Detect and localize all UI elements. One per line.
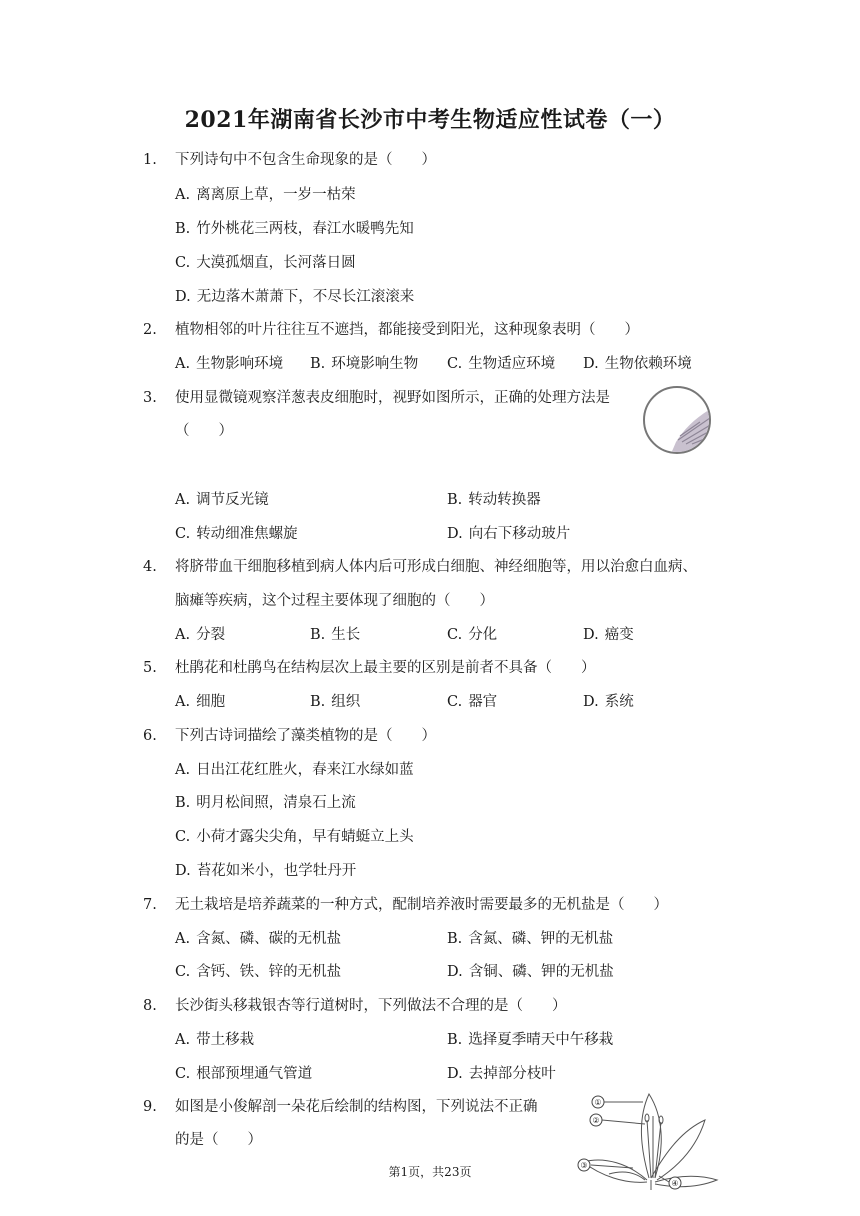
option-c: C. 分化	[447, 627, 498, 643]
question-number: 7.	[143, 897, 157, 913]
option-d: D. 去掉部分枝叶	[447, 1066, 556, 1082]
question-stem: 长沙街头移栽银杏等行道树时，下列做法不合理的是（ ）	[175, 998, 567, 1014]
option-b: B. 含氮、磷、钾的无机盐	[447, 931, 614, 947]
question-stem-continued: （ ）	[175, 423, 233, 439]
option-c: C. 小荷才露尖尖角，早有蜻蜓立上头	[175, 829, 414, 845]
option-a: A. 含氮、磷、碳的无机盐	[175, 931, 342, 947]
page-title: 2021年湖南省长沙市中考生物适应性试卷（一）	[184, 107, 676, 133]
option-a: A. 带土移栽	[175, 1032, 255, 1048]
figure-label-1: ①	[594, 1098, 602, 1107]
option-a: A. 分裂	[175, 627, 226, 643]
option-c: C. 根部预埋通气管道	[175, 1066, 313, 1082]
question-number: 3.	[143, 390, 157, 406]
option-c: C. 转动细准焦螺旋	[175, 526, 298, 542]
page-footer: 第1页，共23页	[388, 1165, 472, 1179]
option-d: D. 癌变	[583, 627, 634, 643]
question-number: 8.	[143, 998, 157, 1014]
option-a: A. 离离原上草，一岁一枯荣	[175, 187, 356, 203]
question-number: 1.	[143, 152, 157, 168]
option-a: A. 细胞	[175, 694, 226, 710]
question-number: 5.	[143, 660, 157, 676]
option-d: D. 无边落木萧萧下，不尽长江滚滚来	[175, 289, 415, 305]
question-number: 4.	[143, 559, 157, 575]
option-c: C. 大漠孤烟直，长河落日圆	[175, 255, 356, 271]
option-b: B. 组织	[310, 694, 361, 710]
question-stem-continued: 脑瘫等疾病，这个过程主要体现了细胞的（ ）	[175, 593, 494, 609]
option-a: A. 日出江花红胜火，春来江水绿如蓝	[175, 762, 414, 778]
question-stem: 下列诗句中不包含生命现象的是（ ）	[175, 152, 436, 168]
option-c: C. 器官	[447, 694, 498, 710]
option-d: D. 系统	[583, 694, 634, 710]
question-stem: 无土栽培是培养蔬菜的一种方式，配制培养液时需要最多的无机盐是（ ）	[175, 897, 668, 913]
option-d: D. 生物依赖环境	[583, 356, 692, 372]
option-b: B. 环境影响生物	[310, 356, 419, 372]
figure-label-4: ④	[671, 1179, 679, 1188]
option-b: B. 转动转换器	[447, 492, 541, 508]
question-number: 2.	[143, 322, 157, 338]
option-b: B. 竹外桃花三两枝，春江水暖鸭先知	[175, 221, 414, 237]
option-b: B. 明月松间照，清泉石上流	[175, 795, 356, 811]
option-a: A. 生物影响环境	[175, 356, 284, 372]
option-d: D. 含铜、磷、钾的无机盐	[447, 964, 614, 980]
question-stem: 如图是小俊解剖一朵花后绘制的结构图，下列说法不正确	[175, 1099, 538, 1115]
option-d: D. 向右下移动玻片	[447, 526, 571, 542]
question-number: 6.	[143, 728, 157, 744]
question-stem: 杜鹃花和杜鹃鸟在结构层次上最主要的区别是前者不具备（ ）	[175, 660, 596, 676]
figure-label-2: ②	[592, 1116, 600, 1125]
figure-label-3: ③	[580, 1161, 588, 1170]
option-a: A. 调节反光镜	[175, 492, 269, 508]
option-c: C. 生物适应环境	[447, 356, 556, 372]
option-b: B. 生长	[310, 627, 361, 643]
question-stem: 下列古诗词描绘了藻类植物的是（ ）	[175, 728, 436, 744]
question-stem: 使用显微镜观察洋葱表皮细胞时，视野如图所示，正确的处理方法是	[175, 390, 610, 406]
question-stem: 将脐带血干细胞移植到病人体内后可形成白细胞、神经细胞等，用以治愈白血病、	[175, 559, 697, 575]
option-b: B. 选择夏季晴天中午移栽	[447, 1032, 614, 1048]
option-c: C. 含钙、铁、锌的无机盐	[175, 964, 342, 980]
option-d: D. 苔花如米小，也学牡丹开	[175, 863, 357, 879]
question-stem-continued: 的是（ ）	[175, 1132, 262, 1148]
question-number: 9.	[143, 1099, 157, 1115]
microscope-field-figure	[640, 384, 714, 456]
question-stem: 植物相邻的叶片往往互不遮挡，都能接受到阳光，这种现象表明（ ）	[175, 322, 639, 338]
